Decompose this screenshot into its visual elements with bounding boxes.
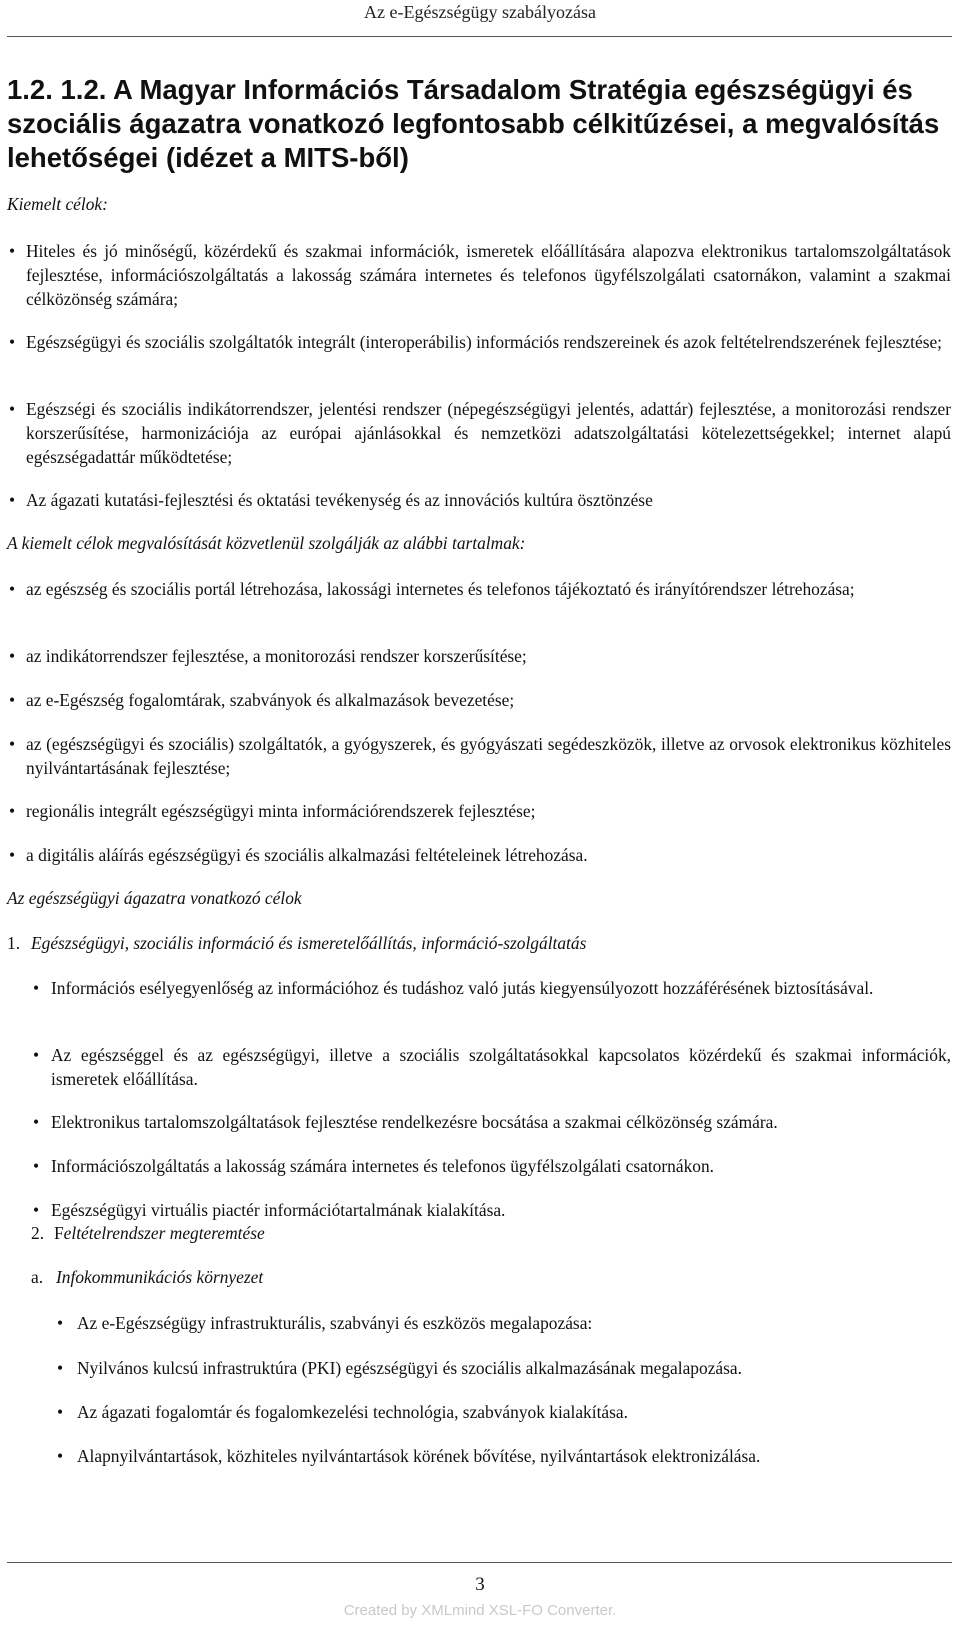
section-2-title-initial: F xyxy=(54,1223,64,1243)
header-rule xyxy=(7,36,952,37)
section-2a-item: Az ágazati fogalomtár és fogalomkezelési technológia, szabványok kialakítása. xyxy=(77,1402,628,1422)
bullet-icon: • xyxy=(9,646,16,666)
kiemelt-item: Egészségi és szociális indikátorrendszer, jelentési rendszer (népegészségügyi jelentés, adattár) fejlesztése, a monitorozási rendszer korszerűsítése, harmonizációja az európai ajánlásokkal és nemzetközi adatszolgáltatási kötelezettségekkel; internet alapú egészségadattár működtetése; xyxy=(26,399,951,467)
section-1-item: Elektronikus tartalomszolgáltatások fejlesztése rendelkezésre bocsátása a szakmai célközönség számára. xyxy=(51,1112,778,1132)
tartalmak-label: A kiemelt célok megvalósítását közvetlenül szolgálják az alábbi tartalmak: xyxy=(7,533,526,553)
kiemelt-item: Az ágazati kutatási-fejlesztési és oktatási tevékenység és az innovációs kultúra ösztönzése xyxy=(26,490,653,510)
section-2-number: 2. xyxy=(31,1223,45,1243)
kiemelt-label: Kiemelt célok: xyxy=(7,194,108,214)
converter-credit xyxy=(0,1602,960,1619)
section-1-number: 1. xyxy=(7,933,21,953)
bullet-icon: • xyxy=(9,734,16,754)
bullet-icon: • xyxy=(9,579,16,599)
bullet-icon: • xyxy=(33,1156,40,1176)
bullet-icon: • xyxy=(33,1200,40,1220)
tartalmak-item: a digitális aláírás egészségügyi és szociális alkalmazási feltételeinek létrehozása. xyxy=(26,845,588,865)
running-header: Az e-Egészségügy szabályozása xyxy=(364,2,596,22)
credit-link[interactable]: XMLmind XSL-FO Converter xyxy=(421,1602,613,1619)
bullet-icon: • xyxy=(57,1358,64,1378)
tartalmak-item: az egészség és szociális portál létrehozása, lakossági internetes és telefonos tájékoztató és irányítórendszer létrehozása; xyxy=(26,579,855,599)
page-number: 3 xyxy=(475,1574,485,1595)
kiemelt-item: Egészségügyi és szociális szolgáltatók integrált (interoperábilis) információs rendszereinek és azok feltételrendszerének fejlesztése; xyxy=(26,332,943,352)
section-1-item: Információs esélyegyenlőség az információhoz és tudáshoz való jutás kiegyensúlyozott hozzáférésének biztosításával. xyxy=(51,978,874,998)
tartalmak-item: az indikátorrendszer fejlesztése, a monitorozási rendszer korszerűsítése; xyxy=(26,646,527,666)
bullet-icon: • xyxy=(9,241,16,261)
section-2a-title: Infokommunikációs környezet xyxy=(56,1267,264,1287)
section-1-item: Információszolgáltatás a lakosság számára internetes és telefonos ügyfélszolgálati csatornákon. xyxy=(51,1156,715,1176)
bullet-icon: • xyxy=(9,399,16,419)
section-2a-item: Alapnyilvántartások, közhiteles nyilvántartások körének bővítése, nyilvántartások elektronizálása. xyxy=(77,1446,761,1466)
section-2a-item: Az e-Egészségügy infrastrukturális, szabványi és eszközös megalapozása: xyxy=(77,1313,593,1333)
bullet-icon: • xyxy=(9,845,16,865)
footer-rule xyxy=(7,1562,952,1563)
bullet-icon: • xyxy=(57,1402,64,1422)
bullet-icon: • xyxy=(9,332,16,352)
kiemelt-item: Hiteles és jó minőségű, közérdekű és szakmai információk, ismeretek előállítására alapozva elektronikus tartalomszolgáltatások fejlesztése, információszolgáltatás a lakosság számára internetes és telefonos ügyfélszolgálati csatornákon, valamint a szakmai célközönség számára; xyxy=(26,241,951,309)
section-2a-letter: a. xyxy=(31,1267,44,1287)
bullet-icon: • xyxy=(9,490,16,510)
bullet-icon: • xyxy=(33,1045,40,1065)
bullet-icon: • xyxy=(33,1112,40,1132)
section-1-item: Az egészséggel és az egészségügyi, illetve a szociális szolgáltatásokkal kapcsolatos közérdekű és szakmai információk, ismeretek előállítása. xyxy=(51,1045,951,1089)
section-1-title: Egészségügyi, szociális információ és ismeretelőállítás, információ-szolgáltatás xyxy=(31,933,587,953)
section-2a-item: Nyilvános kulcsú infrastruktúra (PKI) egészségügyi és szociális alkalmazásának megalapozása. xyxy=(77,1358,742,1378)
credit-suffix: . xyxy=(612,1602,617,1619)
section-1-item: Egészségügyi virtuális piactér információtartalmának kialakítása. xyxy=(51,1200,506,1220)
section-2-title xyxy=(54,1221,265,1245)
bullet-icon: • xyxy=(9,690,16,710)
credit-prefix: Created by xyxy=(343,1602,422,1619)
bullet-icon: • xyxy=(57,1446,64,1466)
agazati-label: Az egészségügyi ágazatra vonatkozó célok xyxy=(7,888,302,908)
tartalmak-item: az (egészségügyi és szociális) szolgáltatók, a gyógyszerek, és gyógyászati segédeszközök, illetve az orvosok elektronikus közhiteles nyilvántartásának fejlesztése; xyxy=(26,734,951,778)
bullet-icon: • xyxy=(9,801,16,821)
section-heading: 1.2. 1.2. A Magyar Információs Társadalom Stratégia egészségügyi és szociális ágazatra vonatkozó legfontosabb célkitűzései, a megvalósítás lehetőségei (idézet a MITS-ből) xyxy=(7,74,940,173)
tartalmak-item: regionális integrált egészségügyi minta információrendszerek fejlesztése; xyxy=(26,801,536,821)
bullet-icon: • xyxy=(33,978,40,998)
bullet-icon: • xyxy=(57,1313,64,1333)
section-2-title-rest: eltételrendszer megteremtése xyxy=(63,1223,265,1243)
tartalmak-item: az e-Egészség fogalomtárak, szabványok és alkalmazások bevezetése; xyxy=(26,690,515,710)
